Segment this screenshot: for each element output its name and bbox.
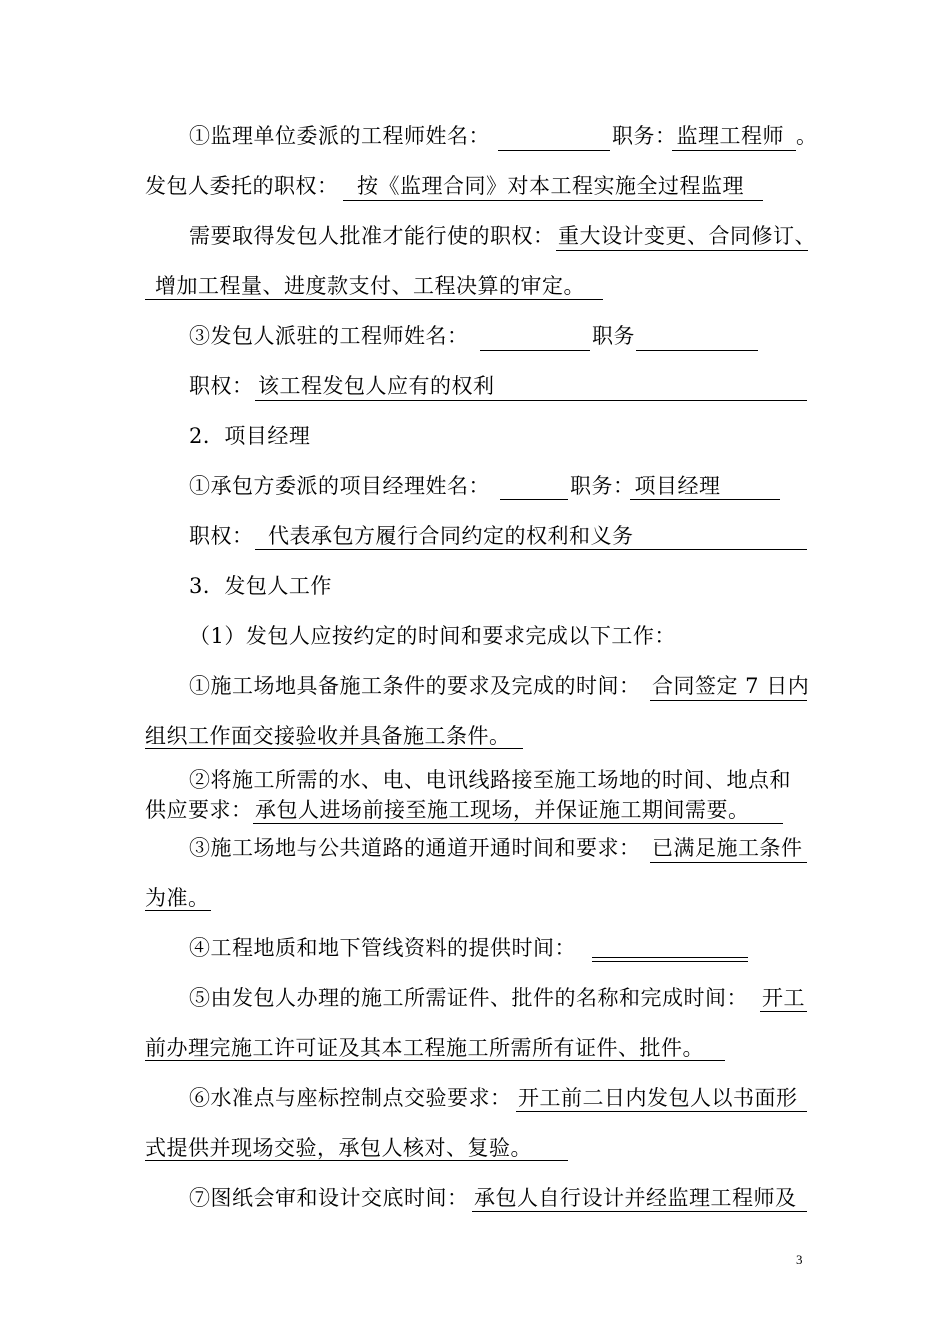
blank-geology-data	[592, 957, 748, 962]
heading-project-manager: 2．项目经理	[189, 424, 311, 448]
line-employer-engineer-title-label: 职务	[592, 324, 635, 348]
line-permits-label: ⑤由发包人办理的施工所需证件、批件的名称和完成时间：	[189, 986, 748, 1010]
line-road-access-cont: 为准。	[145, 886, 210, 910]
line-pm-title: 职务：项目经理	[570, 474, 721, 498]
line-pm-name-label: ①承包方委派的项目经理姓名：	[189, 474, 490, 498]
line-engineer-title: 职务：监理工程师	[612, 124, 784, 148]
underline-road-access	[650, 862, 807, 863]
line-employer-authority-label: 职权：	[189, 374, 254, 398]
blank-employer-engineer-title	[636, 350, 758, 351]
line-permits-value: 开工	[762, 986, 805, 1010]
underline-employer-authority	[255, 400, 807, 401]
line-utilities-label: ②将施工所需的水、电、电讯线路接至施工场地的时间、地点和	[189, 768, 791, 792]
underline-site-conditions	[650, 700, 807, 701]
line-drawing-review-label: ⑦图纸会审和设计交底时间：	[189, 1186, 469, 1210]
underline-benchmark	[516, 1111, 807, 1112]
line-engineer-name-label: ①监理单位委派的工程师姓名：	[189, 124, 490, 148]
line-approval-authority-value: 重大设计变更、合同修订、	[558, 224, 816, 248]
line-approval-authority-label: 需要取得发包人批准才能行使的职权：	[189, 224, 555, 248]
underline-site-conditions-cont	[145, 748, 523, 749]
line-benchmark-value: 开工前二日内发包人以书面形	[518, 1086, 798, 1110]
blank-engineer-name	[498, 150, 610, 151]
underline-pm-title	[630, 499, 780, 500]
line-employer-work-intro: （1）发包人应按约定的时间和要求完成以下工作：	[189, 624, 676, 648]
underline-permits-cont	[145, 1060, 725, 1061]
underline-drawing-review	[472, 1211, 807, 1212]
line-pm-authority-value: 代表承包方履行合同约定的权利和义务	[268, 524, 634, 548]
line-utilities-supply-value: 承包人进场前接至施工现场，并保证施工期间需要。	[255, 798, 750, 822]
line-employer-engineer-label: ③发包人派驻的工程师姓名：	[189, 324, 469, 348]
line-pm-authority-label: 职权：	[189, 524, 254, 548]
underline-road-access-cont	[145, 910, 211, 911]
line-delegated-authority-label: 发包人委托的职权：	[145, 174, 339, 198]
underline-benchmark-cont	[145, 1160, 568, 1161]
underline-utilities-supply	[253, 823, 783, 824]
underline-approval-authority	[556, 250, 808, 251]
line-permits-cont: 前办理完施工许可证及其本工程施工所需所有证件、批件。	[145, 1036, 704, 1060]
line-benchmark-label: ⑥水准点与座标控制点交验要求：	[189, 1086, 512, 1110]
blank-employer-engineer-name	[480, 350, 590, 351]
line-utilities-supply-label: 供应要求：	[145, 798, 253, 822]
underline-approval-authority-cont	[145, 299, 603, 300]
line-delegated-authority-value: 按《监理合同》对本工程实施全过程监理	[357, 174, 744, 198]
line-road-access-value: 已满足施工条件	[652, 836, 803, 860]
page-number: 3	[796, 1252, 803, 1267]
line-road-access-label: ③施工场地与公共道路的通道开通时间和要求：	[189, 836, 641, 860]
line-approval-authority-cont: 增加工程量、进度款支付、工程决算的审定。	[155, 274, 585, 298]
line-site-conditions-label: ①施工场地具备施工条件的要求及完成的时间：	[189, 674, 641, 698]
line-site-conditions-cont: 组织工作面交接验收并具备施工条件。	[145, 724, 511, 748]
line-site-conditions-value: 合同签定 7 日内	[652, 674, 810, 698]
line-employer-authority-value: 该工程发包人应有的权利	[258, 374, 495, 398]
underline-pm-authority	[255, 549, 807, 550]
underline-engineer-title	[672, 150, 796, 151]
line-period: 。	[796, 124, 818, 148]
blank-pm-name	[500, 499, 568, 500]
line-drawing-review-value: 承包人自行设计并经监理工程师及	[474, 1186, 797, 1210]
underline-permits	[760, 1011, 807, 1012]
line-benchmark-cont: 式提供并现场交验，承包人核对、复验。	[145, 1136, 532, 1160]
underline-delegated-authority	[343, 200, 763, 201]
heading-employer-work: 3．发包人工作	[189, 574, 332, 598]
line-geology-data-label: ④工程地质和地下管线资料的提供时间：	[189, 936, 576, 960]
